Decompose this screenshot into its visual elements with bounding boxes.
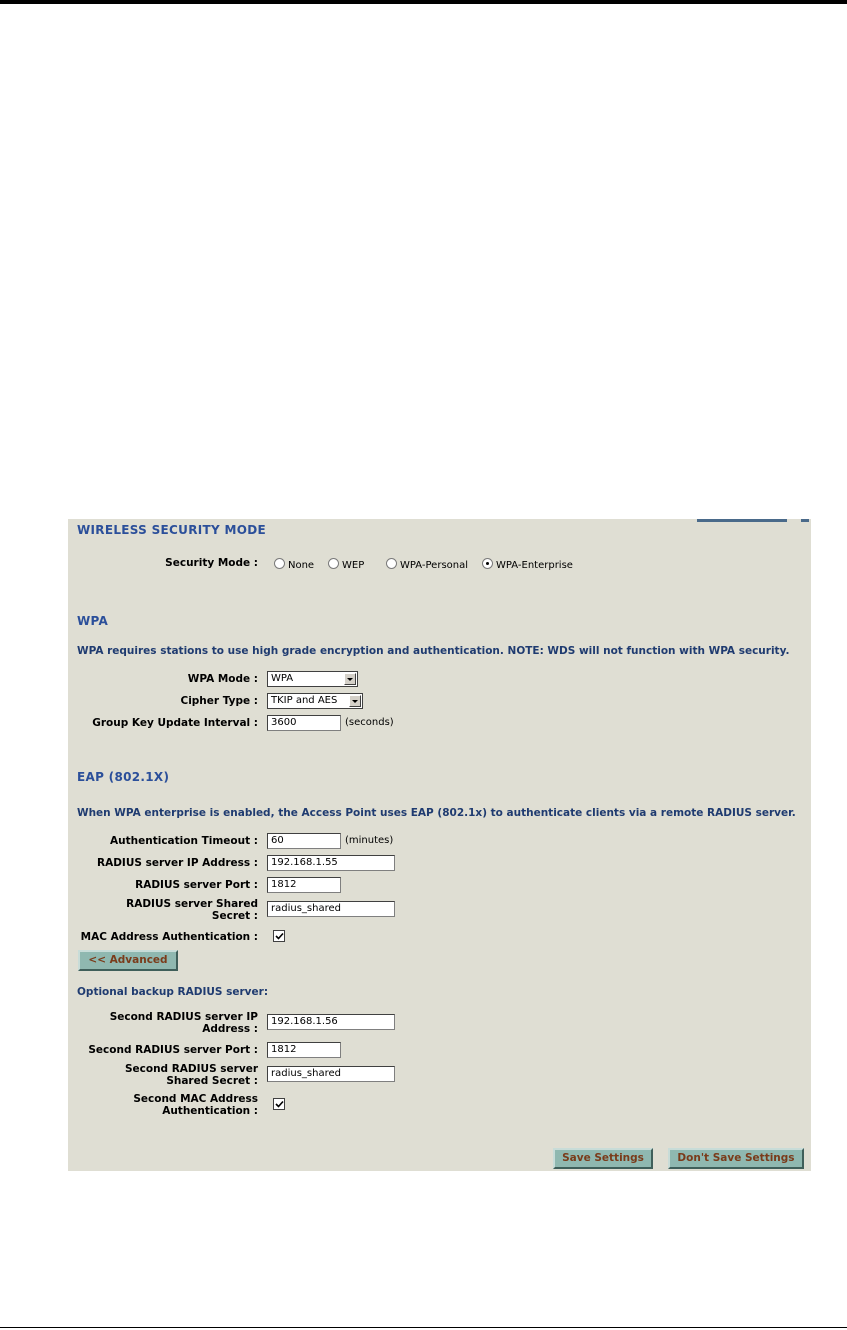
cipher-type-value: TKIP and AES (271, 695, 338, 706)
wireless-security-panel (68, 519, 811, 1171)
group-key-input[interactable]: 3600 (267, 715, 341, 731)
group-key-unit: (seconds) (345, 717, 394, 728)
radius-port-label: RADIUS server Port : (135, 879, 258, 891)
security-mode-label: Security Mode : (165, 557, 258, 569)
security-mode-wep-label: WEP (342, 560, 365, 571)
save-settings-button[interactable]: Save Settings (553, 1148, 653, 1169)
dont-save-settings-button[interactable]: Don't Save Settings (668, 1148, 804, 1169)
security-mode-none-label: None (288, 560, 315, 571)
radius-ip-label: RADIUS server IP Address : (97, 857, 258, 869)
second-mac-label-line2: Authentication : (162, 1105, 258, 1117)
check-icon (275, 932, 284, 941)
second-secret-label-line2: Shared Secret : (166, 1075, 258, 1087)
auth-timeout-input[interactable]: 60 (267, 833, 341, 849)
second-ip-label (78, 1011, 258, 1035)
second-mac-checkbox[interactable] (273, 1098, 285, 1110)
bottom-border (0, 1327, 847, 1328)
security-mode-wep-radio[interactable] (328, 558, 339, 569)
wpa-mode-label: WPA Mode : (187, 673, 258, 685)
panel-top-decoration (697, 519, 787, 522)
radius-secret-label-line1: RADIUS server Shared (126, 898, 258, 910)
top-border (0, 0, 847, 4)
wpa-section-title: WPA (77, 614, 109, 628)
auth-timeout-unit: (minutes) (345, 835, 394, 846)
advanced-button[interactable]: << Advanced (78, 950, 178, 971)
second-mac-label (78, 1093, 258, 1117)
second-port-label: Second RADIUS server Port : (88, 1044, 258, 1056)
security-mode-wpa-personal-radio[interactable] (386, 558, 397, 569)
check-icon (275, 1100, 284, 1109)
backup-section-title: Optional backup RADIUS server: (77, 986, 269, 998)
second-secret-input[interactable]: radius_shared (267, 1066, 395, 1082)
radius-secret-label (78, 898, 258, 922)
wpa-mode-select[interactable] (267, 671, 358, 687)
group-key-label: Group Key Update Interval : (92, 717, 258, 729)
mac-auth-label: MAC Address Authentication : (80, 931, 258, 943)
security-mode-wpa-enterprise-label: WPA-Enterprise (496, 560, 573, 571)
radius-secret-label-line2: Secret : (211, 910, 258, 922)
security-mode-none-radio[interactable] (274, 558, 285, 569)
panel-top-decoration (801, 519, 809, 522)
security-mode-wpa-enterprise-radio[interactable] (482, 558, 493, 569)
chevron-down-icon[interactable] (344, 673, 356, 685)
wireless-security-mode-title: WIRELESS SECURITY MODE (77, 523, 266, 537)
radius-port-input[interactable]: 1812 (267, 877, 341, 893)
second-secret-label (78, 1063, 258, 1087)
second-mac-label-line1: Second MAC Address (133, 1093, 258, 1105)
radius-secret-input[interactable]: radius_shared (267, 901, 395, 917)
second-ip-label-line2: Address : (202, 1023, 258, 1035)
wpa-note: WPA requires stations to use high grade encryption and authentication. NOTE: WDS will not function with WPA security. (77, 645, 790, 657)
second-ip-input[interactable]: 192.168.1.56 (267, 1014, 395, 1030)
eap-section-title: EAP (802.1X) (77, 770, 170, 784)
cipher-type-select[interactable] (267, 693, 363, 709)
eap-note: When WPA enterprise is enabled, the Access Point uses EAP (802.1x) to authenticate clients via a remote RADIUS server. (77, 807, 796, 819)
wpa-mode-value: WPA (271, 673, 294, 684)
auth-timeout-label: Authentication Timeout : (110, 835, 258, 847)
second-port-input[interactable]: 1812 (267, 1042, 341, 1058)
second-secret-label-line1: Second RADIUS server (124, 1063, 258, 1075)
mac-auth-checkbox[interactable] (273, 930, 285, 942)
security-mode-wpa-personal-label: WPA-Personal (400, 560, 469, 571)
radius-ip-input[interactable]: 192.168.1.55 (267, 855, 395, 871)
second-ip-label-line1: Second RADIUS server IP (109, 1011, 258, 1023)
chevron-down-icon[interactable] (349, 695, 361, 707)
cipher-type-label: Cipher Type : (180, 695, 258, 707)
